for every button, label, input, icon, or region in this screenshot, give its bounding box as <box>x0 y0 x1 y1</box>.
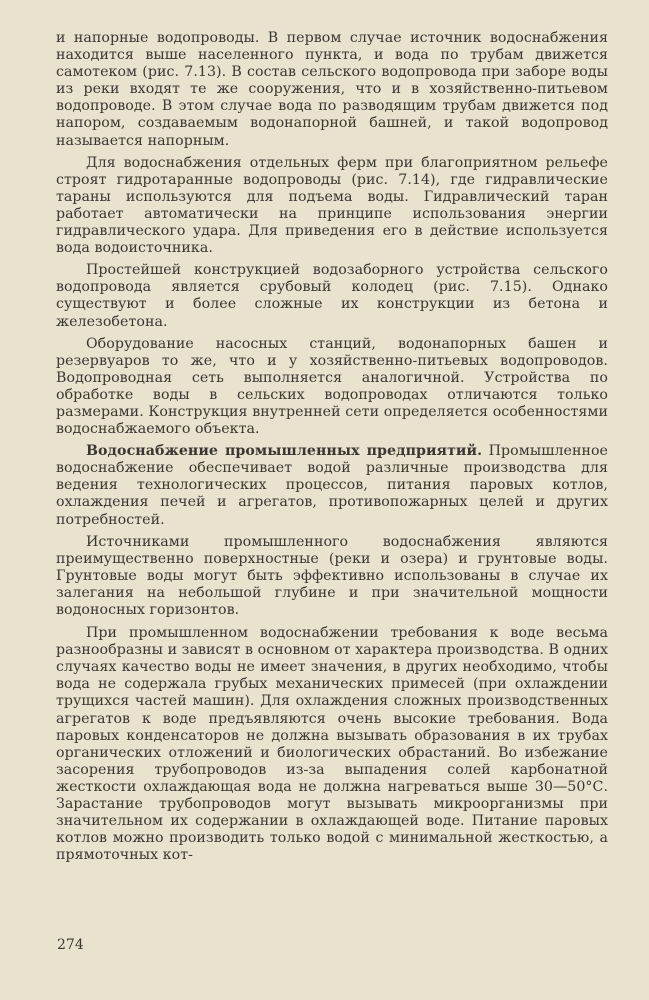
paragraph-4: Оборудование насосных станций, водонапорных башен и резервуаров то же, что и у хозяйственно-питьевых водопроводов. Водопроводная сеть выполняется аналогичной. Устройства по обработке воды в сельских водопроводах отличаются только размерами. Конструкция внутренней сети определяется особенностями водоснабжаемого объекта. <box>56 335 608 438</box>
paragraph-2: Для водоснабжения отдельных ферм при благоприятном рельефе строят гидротаранные водопроводы (рис. 7.14), где гидравлические тараны используются для подъема воды. Гидравлический таран работает автоматически на принципе использования энергии гидравлического удара. Для приведения его в действие используется вода водоисточника. <box>56 154 608 257</box>
page-number: 274 <box>57 937 84 953</box>
paragraph-3: Простейшей конструкцией водозаборного устройства сельского водопровода является срубовый колодец (рис. 7.15). Однако существуют и более сложные их конструкции из бетона и железобетона. <box>56 262 608 330</box>
text-column <box>56 30 608 864</box>
paragraph-7: При промышленном водоснабжении требования к воде весьма разнообразны и зависят в основном от характера производства. В одних случаях качество воды не имеет значения, в других необходимо, чтобы вода не содержала грубых механических примесей (при охлаждении трущихся частей машин). Для охлаждения сложных производственных агрегатов к воде предъявляются очень высокие требования. Вода паровых конденсаторов не должна вызывать образования в их трубах органических отложений и биологических обрастаний. Во избежание засорения трубопроводов из-за выпадения солей карбонатной жесткости охлаждающая вода не должна нагреваться выше 30—50°С. Зарастание трубопроводов могут вызывать микроорганизмы при значительном их содержании в охлаждающей воде. Питание паровых котлов можно производить только водой с минимальной жесткостью, а прямоточных кот- <box>56 625 608 864</box>
paragraph-6: Источниками промышленного водоснабжения являются преимущественно поверхностные (реки и озера) и грунтовые воды. Грунтовые воды могут быть эффективно использованы в случае их залегания на небольшой глубине и при значительной мощности водоносных горизонтов. <box>56 533 608 618</box>
paragraph-5 <box>56 443 608 528</box>
page-body <box>56 30 608 869</box>
section-heading-industrial-water-supply: Водоснабжение промышленных предприятий. <box>86 443 483 460</box>
paragraph-5-text: Промышленное водоснабжение обеспечивает водой различные производства для ведения технологических процессов, питания паровых котлов, охлаждения печей и агрегатов, противопожарных целей и других потребностей. <box>56 443 609 528</box>
paragraph-1: и напорные водопроводы. В первом случае источник водоснабжения находится выше населенного пункта, и вода по трубам движется самотеком (рис. 7.13). В состав сельского водопровода при заборе воды из реки входят те же сооружения, что и в хозяйственно-питьевом водопроводе. В этом случае вода по разводящим трубам движется под напором, создаваемым водонапорной башней, и такой водопровод называется напорным. <box>56 30 608 149</box>
